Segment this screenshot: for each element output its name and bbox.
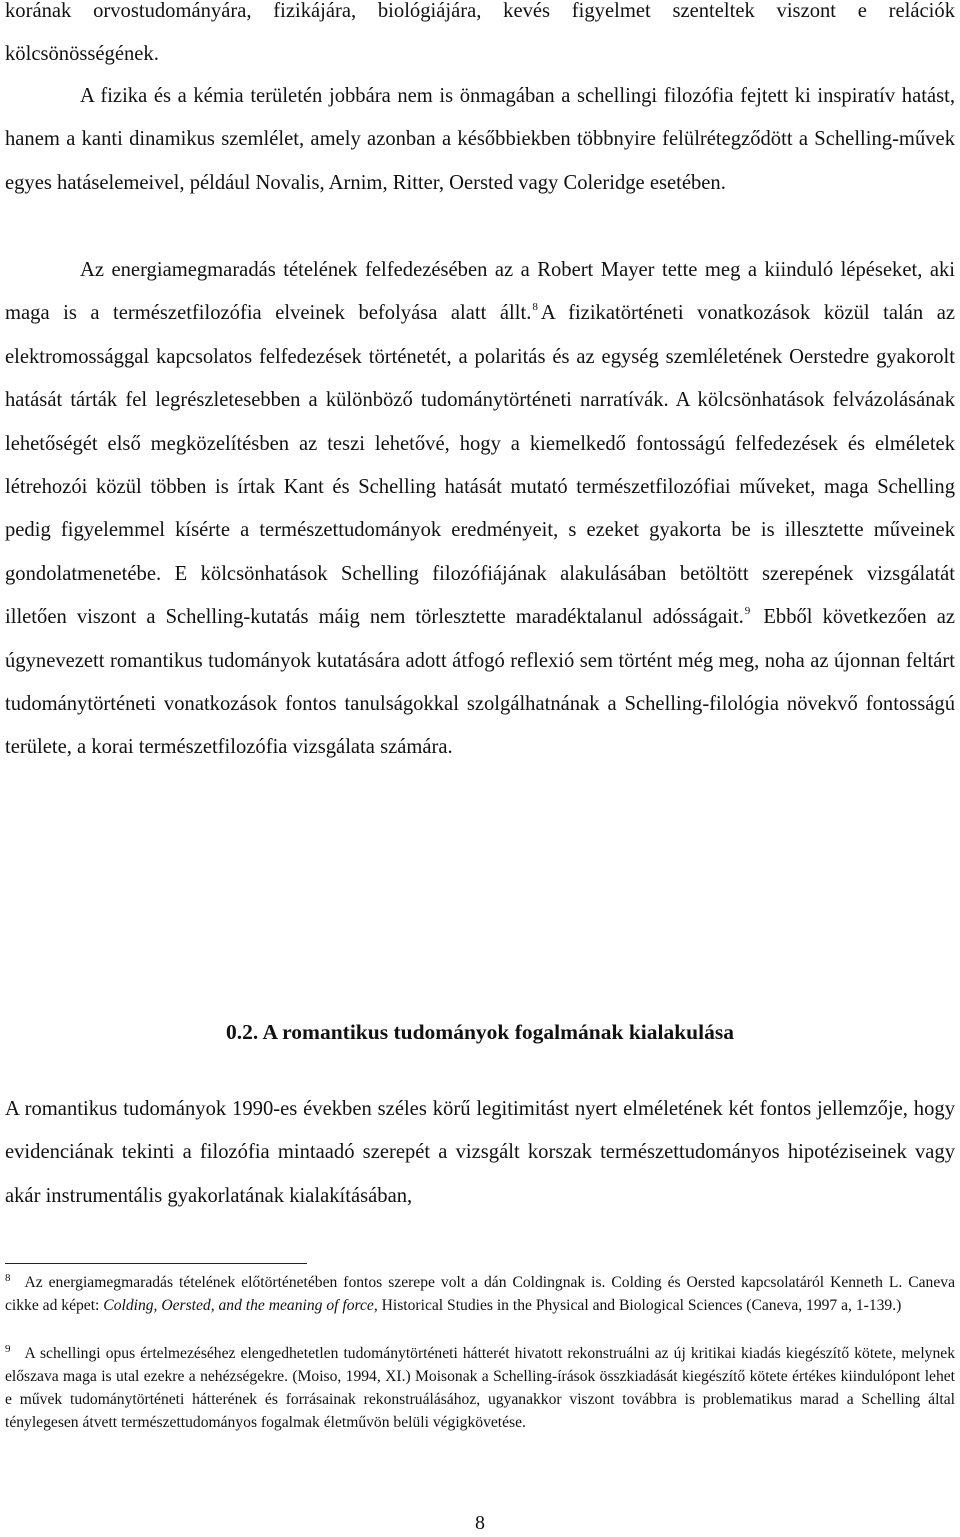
footnote-divider <box>5 1263 307 1264</box>
paragraph-3 <box>5 249 955 770</box>
paragraph-2: A fizika és a kémia területén jobbára nem is önmagában a schellingi filozófia fejtett ki inspiratív hatást, hanem a kanti dinamikus szemlélet, amely azonban a későbbiekben többnyire felülrétegződött a Schelling-művek egyes hatáselemeivel, például Novalis, Arnim, Ritter, Oersted vagy Coleridge esetében. <box>5 85 955 194</box>
footnote-9-number: 9 <box>5 1343 11 1355</box>
page-number: 8 <box>475 1512 485 1534</box>
paragraph-3-part-c: Ebből következően az úgynevezett romantikus tudományok kutatására adott átfogó reflexió sem történt még meg, noha az újonnan feltárt tudománytörténeti vonatkozások fontos tanulságokkal szolgálhatnának a Schelling-filológia növekvő fontosságú területe, a korai természetfilozófia vizsgálata számára. <box>5 606 955 759</box>
paragraph-3-part-a: Az energiamegmaradás tételének felfedezésében az a Robert Mayer tette meg a kiinduló lépéseket, aki maga is a természetfilozófia elveinek befolyása alatt állt. <box>5 259 955 325</box>
footnote-9-text: A schellingi opus értelmezéséhez elengedhetetlen tudománytörténeti hátterét hivatott rekonstruálni az új kritikai kiadás kiegészítő kötete, melynek előszava maga is utal ezekre a nehézségekre. (Moiso, 1994, XI.) Moisonak a Schelling-írások összkiadását kiegészítő kötete értékes kiindulópont lehet e művek tudománytörténeti hátterének és forrásainak rekonstruálásához, ugyanakkor viszont továbbra is problematikus marad a Schelling által ténylegesen átvett természettudományos fogalmak életművön belüli végigkövetése. <box>5 1345 955 1431</box>
footnote-8-italic-title: Colding, Oersted, and the meaning of force <box>103 1296 374 1314</box>
footnote-8 <box>5 1272 955 1318</box>
section-heading: 0.2. A romantikus tudományok fogalmának kialakulása <box>226 1020 734 1044</box>
footnote-8-text-a: Az energiamegmaradás tételének előtörténetében fontos szerepe volt a dán Coldingnak is. Colding és Oersted kapcsolatáról Kenneth L. Caneva cikke ad képet: <box>5 1274 955 1314</box>
footnote-ref-9[interactable]: 9 <box>744 605 751 618</box>
footnote-ref-8[interactable]: 8 <box>532 301 538 314</box>
paragraph-3-part-b: A fizikatörténeti vonatkozások közül talán az elektromossággal kapcsolatos felfedezések történetét, a polaritás és az egység szemléletének Oerstedre gyakorolt hatását tárták fel legrészletesebben a különböző tudománytörténeti narratívák. A kölcsönhatások felvázolásának lehetőségét első megközelítésben az teszi lehetővé, hogy a kiemelkedő fontosságú felfedezések és elméletek létrehozói közül többen is írtak Kant és Schelling hatását mutató természetfilozófiai műveket, maga Schelling pedig figyelemmel kísérte a természettudományok eredményeit, s ezeket gyakorta be is illesztette műveinek gondolatmenetébe. E kölcsönhatások Schelling filozófiájának alakulásában betöltött szerepének vizsgálatát illetően viszont a Schelling-kutatás máig nem törlesztette maradéktalanul adósságait. <box>5 302 955 629</box>
paragraph-1: korának orvostudományára, fizikájára, biológiájára, kevés figyelmet szenteltek viszont e relációk kölcsönösségének. <box>5 0 955 66</box>
footnote-9 <box>5 1343 955 1435</box>
footnote-8-number: 8 <box>5 1272 11 1284</box>
paragraph-4: A romantikus tudományok 1990-es években széles körű legitimitást nyert elméletének két fontos jellemzője, hogy evidenciának tekinti a filozófia mintaadó szerepét a vizsgált korszak természettudományos hipotéziseinek vagy akár instrumentális gyakorlatának kialakításában, <box>5 1098 955 1207</box>
footnote-8-text-b: , Historical Studies in the Physical and Biological Sciences (Caneva, 1997 a, 1-139.) <box>373 1296 902 1314</box>
